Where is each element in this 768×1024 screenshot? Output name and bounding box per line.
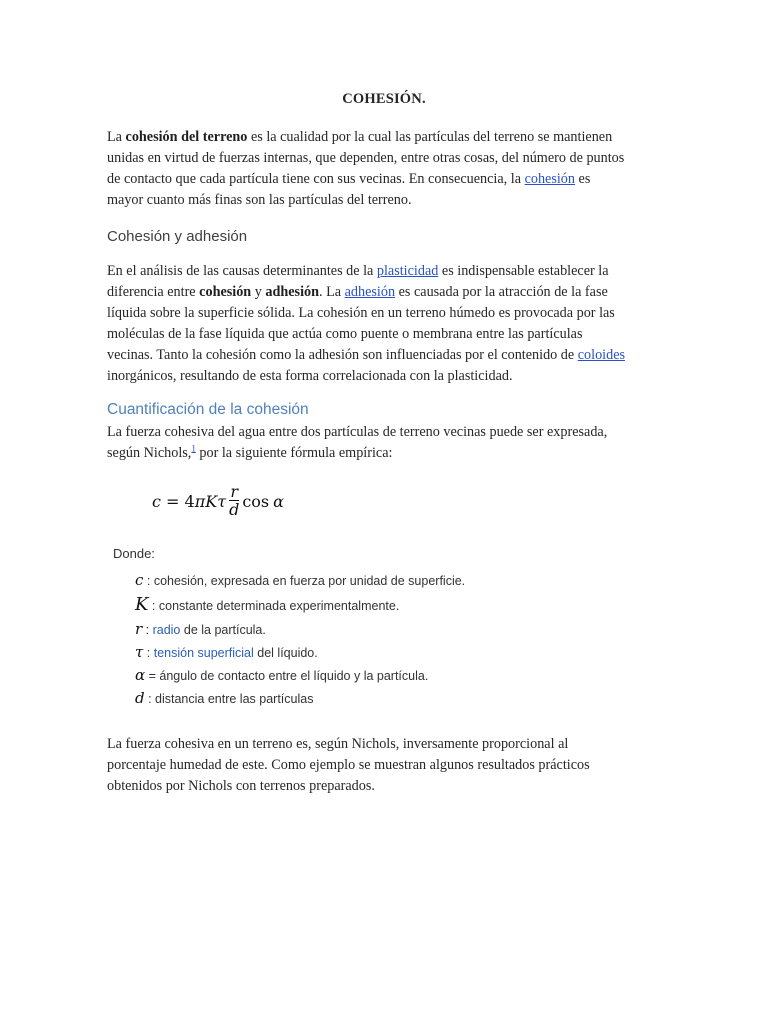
text: por la siguiente fórmula empírica: <box>195 445 393 461</box>
text: es indispensable establecer la <box>438 263 609 279</box>
formula-symbol-pi: π <box>194 492 206 511</box>
text: unidas en virtud de fuerzas internas, que dependen, entre otras cosas, del número de puntos <box>107 150 625 166</box>
definition-r <box>135 620 266 638</box>
page-title: COHESIÓN. <box>342 91 426 107</box>
formula-symbol-k: K <box>205 492 218 511</box>
text: es causada por la atracción de la fase <box>395 284 608 300</box>
definition-text: : <box>143 646 154 660</box>
footnote-reference-link[interactable]: 1 <box>191 443 196 454</box>
definition-text: : constante determinada experimentalmente. <box>148 599 400 613</box>
formula-symbol-alpha: α <box>273 492 284 511</box>
donde-label: Donde: <box>113 546 155 561</box>
text: y <box>251 284 266 300</box>
link-coloides[interactable]: coloides <box>577 347 626 363</box>
definition-k <box>135 594 399 615</box>
formula-cos: cos <box>242 492 270 511</box>
formula-fraction <box>229 484 239 519</box>
link-radio[interactable]: radio <box>152 623 181 637</box>
text: vecinas. Tanto la cohesión como la adhesión son influenciadas por el contenido de <box>107 347 578 363</box>
definition-symbol: d <box>135 689 145 707</box>
text: La <box>107 129 126 145</box>
definition-tau <box>135 643 318 661</box>
cohesion-formula <box>152 484 284 519</box>
definition-symbol: τ <box>135 643 144 661</box>
definition-alpha <box>135 666 428 684</box>
text: . La <box>319 284 345 300</box>
text: es <box>575 171 591 187</box>
formula-symbol-tau: τ <box>217 492 227 511</box>
definition-symbol: α <box>135 666 146 684</box>
formula-numerator-r: r <box>230 482 239 501</box>
paragraph-cohesion-adhesion <box>107 261 667 387</box>
bold-term-adhesion: adhesión <box>265 284 320 300</box>
definition-text: de la partícula. <box>180 623 266 637</box>
definition-text: : cohesión, expresada en fuerza por unidad de superficie. <box>143 574 466 588</box>
text: obtenidos por Nichols con terrenos preparados. <box>107 778 375 794</box>
text: mayor cuanto más finas son las partículas del terreno. <box>107 192 412 208</box>
text: La fuerza cohesiva del agua entre dos partículas de terreno vecinas puede ser expresada, <box>107 424 608 440</box>
definition-text: : distancia entre las partículas <box>144 692 314 706</box>
text: porcentaje humedad de este. Como ejemplo se muestran algunos resultados prácticos <box>107 757 590 773</box>
link-cohesion[interactable]: cohesión <box>524 171 575 187</box>
definition-d <box>135 689 313 707</box>
link-tension-superficial[interactable]: tensión superficial <box>153 646 254 660</box>
formula-symbol-c: c <box>152 492 161 511</box>
definition-symbol: r <box>135 620 143 638</box>
definition-c <box>135 571 465 589</box>
definition-symbol: K <box>135 594 149 615</box>
link-adhesion[interactable]: adhesión <box>344 284 396 300</box>
text: La fuerza cohesiva en un terreno es, según Nichols, inversamente proporcional al <box>107 736 569 752</box>
formula-equals-four: = 4 <box>160 492 195 511</box>
link-plasticidad[interactable]: plasticidad <box>376 263 439 279</box>
subheading-cuantificacion: Cuantificación de la cohesión <box>107 401 309 418</box>
text: diferencia entre <box>107 284 200 300</box>
text: según Nichols, <box>107 445 192 461</box>
text: líquida sobre la superficie sólida. La cohesión en un terreno húmedo es provocada por las <box>107 305 615 321</box>
definition-text: : <box>142 623 153 637</box>
text: En el análisis de las causas determinantes de la <box>107 263 377 279</box>
paragraph-nichols-results <box>107 734 667 797</box>
definition-symbol: c <box>135 571 144 589</box>
bold-term-cohesion: cohesión <box>199 284 252 300</box>
bold-term-cohesion-del-terreno: cohesión del terreno <box>125 129 248 145</box>
paragraph-cohesion-definition <box>107 127 667 211</box>
paragraph-formula-intro <box>107 422 667 464</box>
text: de contacto que cada partícula tiene con sus vecinas. En consecuencia, la <box>107 171 525 187</box>
text: moléculas de la fase líquida que actúa como puente o membrana entre las partículas <box>107 326 583 342</box>
definition-text: del líquido. <box>253 646 318 660</box>
definition-text: = ángulo de contacto entre el líquido y la partícula. <box>145 669 429 683</box>
formula-denominator-d: d <box>229 500 240 519</box>
subheading-cohesion-y-adhesion: Cohesión y adhesión <box>107 228 248 245</box>
text: es la cualidad por la cual las partículas del terreno se mantienen <box>247 129 613 145</box>
text: inorgánicos, resultando de esta forma correlacionada con la plasticidad. <box>107 368 513 384</box>
